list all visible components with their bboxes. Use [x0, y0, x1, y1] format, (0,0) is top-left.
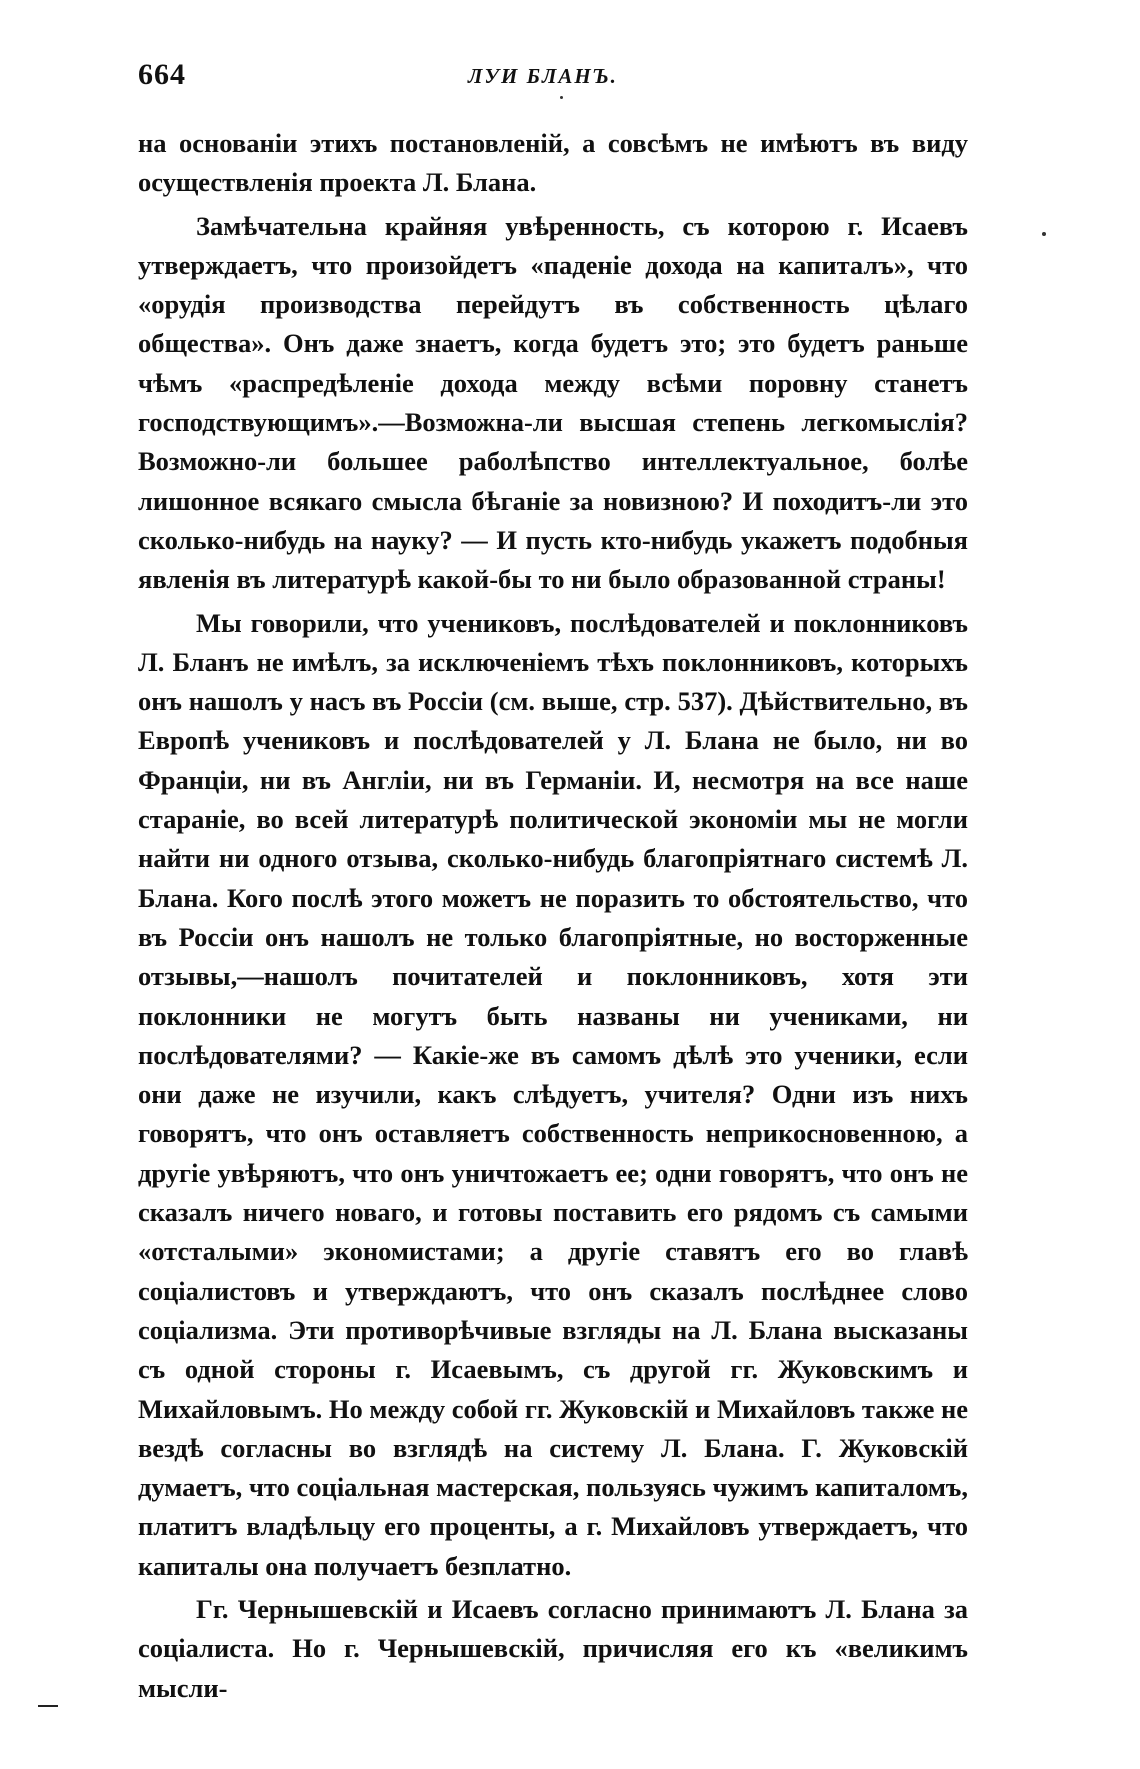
paragraph-chernyshevsky: Гг. Чернышевскій и Исаевъ согласно принимаютъ Л. Блана за соціалиста. Но г. Чернышевскій, причисляя его къ «великимъ мысли- [138, 1593, 968, 1703]
paragraph-followers: Мы говорили, что учениковъ, послѣдователей и поклонниковъ Л. Бланъ не имѣлъ, за исключеніемъ тѣхъ поклонниковъ, которыхъ онъ нашолъ у насъ въ Россіи (см. выше, стр. 537). Дѣйствительно, въ Европѣ учениковъ и послѣдователей у Л. Блана не было, ни во Франціи, ни въ Англіи, ни въ Германіи. И, несмотря на все наше стараніе, во всей литературѣ политической экономіи мы не могли найти ни одного отзыва, сколько-нибудь благопріятнаго системѣ Л. Блана. Кого послѣ этого можетъ не поразить то обстоятельство, что въ Россіи онъ нашолъ не только благопріятные, но восторженные отзывы,—нашолъ почитателей и поклонниковъ, хотя эти поклонники не могутъ быть названы ни учениками, ни послѣдователями? — Какіе-же въ самомъ дѣлѣ это ученики, если они даже не изучили, какъ слѣдуетъ, учителя? Одни изъ нихъ говорятъ, что онъ оставляетъ собственность неприкосновенною, а другіе увѣряютъ, что онъ уничтожаетъ ее; одни говорятъ, что онъ не сказалъ ничего новаго, и готовы поставить его рядомъ съ самыми «отсталыми» экономистами; а другіе ставятъ его во главѣ соціалистовъ и утверждаютъ, что онъ сказалъ послѣднее слово соціализма. Эти противорѣчивые взгляды на Л. Блана высказаны съ одной стороны г. Исаевымъ, съ другой гг. Жуковскимъ и Михайловымъ. Но между собой гг. Жуковскій и Михайловъ также не вездѣ согласны во взглядѣ на систему Л. Блана. Г. Жуковскій думаетъ, что соціальная мастерская, пользуясь чужимъ капиталомъ, платитъ владѣльцу его проценты, а г. Михайловъ утверждаетъ, что капиталы она получаетъ безплатно. [138, 607, 968, 1581]
margin-mark [38, 1705, 58, 1707]
speck-mark [1042, 232, 1046, 236]
running-title: ЛУИ БЛАНЪ. [468, 64, 618, 88]
paragraph-isaev-certainty: Замѣчательна крайняя увѣренность, съ которою г. Исаевъ утверждаетъ, что произойдетъ «паденіе дохода на капиталъ», что «орудія производства перейдутъ въ собственность цѣлаго общества». Онъ даже знаетъ, когда будетъ это; это будетъ раньше чѣмъ «распредѣленіе дохода между всѣми поровну станетъ господствующимъ».—Возможна-ли высшая степень легкомыслія? Возможно-ли большее раболѣпство интеллектуальное, болѣе лишонное всякаго смысла бѣганіе за новизною? И походитъ-ли это сколько-нибудь на науку? — И пусть кто-нибудь укажетъ подобныя явленія въ литературѣ какой-бы то ни было образованной страны! [138, 210, 968, 595]
body-text [138, 124, 968, 1712]
page-number: 664 [138, 58, 186, 91]
paragraph-continuation: на основаніи этихъ постановленій, а совсѣмъ не имѣютъ въ виду осуществленія проекта Л. Блана. [138, 128, 968, 198]
speck-mark [560, 96, 563, 99]
page-header [138, 58, 968, 98]
